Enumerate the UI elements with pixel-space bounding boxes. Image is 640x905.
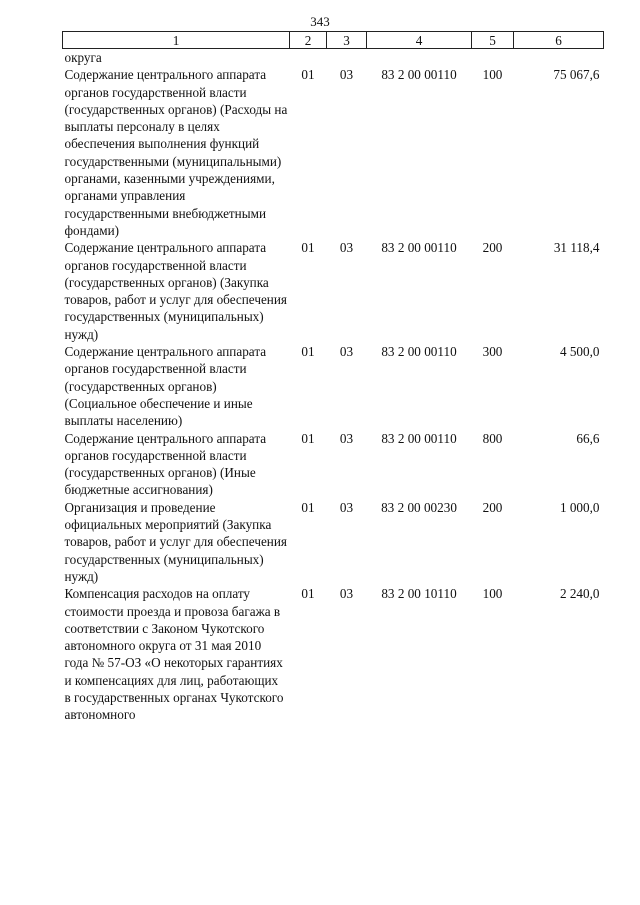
cell-section <box>290 49 327 67</box>
cell-expense-type <box>472 49 514 67</box>
table-row <box>63 343 604 429</box>
cell-amount: 2 240,0 <box>559 586 600 602</box>
cell-target: 83 2 00 00110 <box>381 344 457 360</box>
table-body <box>63 49 604 724</box>
budget-table <box>62 31 604 724</box>
cell-name: Содержание центрального аппарата органов государственной власти (государственных органов) (Закупка товаров, работ и услуг для обеспечения государственных (муниципальных) нужд) <box>64 240 287 342</box>
cell-name: Компенсация расходов на оплату стоимости проезда и провоза багажа в соответствии с Законом Чукотского автономного округа от 31 мая 2010 года № 57-ОЗ «О некоторых гарантиях и компенсациях для лиц, работающих в государственных органах Чукотского автономного <box>64 586 284 723</box>
cell-amount: 1 000,0 <box>559 499 600 515</box>
cell-target: 83 2 00 00110 <box>381 430 457 446</box>
cell-target: 83 2 00 00230 <box>381 499 457 515</box>
cell-expense-type: 800 <box>482 430 503 446</box>
cell-subsection: 03 <box>339 499 354 515</box>
column-header-expense-type: 5 <box>472 32 514 49</box>
cell-section: 01 <box>301 430 315 446</box>
cell-amount <box>514 49 604 67</box>
cell-section: 01 <box>301 240 315 256</box>
cell-subsection: 03 <box>339 430 354 446</box>
cell-expense-type: 200 <box>482 240 503 256</box>
cell-amount: 66,6 <box>576 430 600 446</box>
table-row <box>63 66 604 239</box>
cell-target: 83 2 00 10110 <box>381 586 457 602</box>
header-row <box>63 32 604 49</box>
column-header-name: 1 <box>63 32 290 49</box>
cell-subsection: 03 <box>339 240 354 256</box>
table-row <box>63 585 604 723</box>
cell-amount: 4 500,0 <box>559 344 600 360</box>
cell-subsection: 03 <box>339 67 354 83</box>
cell-target: 83 2 00 00110 <box>381 67 457 83</box>
cell-subsection: 03 <box>339 586 354 602</box>
cell-expense-type: 100 <box>482 67 503 83</box>
column-header-amount: 6 <box>514 32 604 49</box>
table-row <box>63 49 604 67</box>
cell-target: 83 2 00 00110 <box>381 240 457 256</box>
column-header-section: 2 <box>290 32 327 49</box>
cell-subsection <box>327 49 367 67</box>
cell-section: 01 <box>301 67 315 83</box>
cell-name: Содержание центрального аппарата органов государственной власти (государственных органов) (Иные бюджетные ассигнования) <box>64 430 267 498</box>
table-row <box>63 430 604 499</box>
page-number: 343 <box>310 14 330 29</box>
cell-section: 01 <box>301 586 315 602</box>
cell-expense-type: 100 <box>482 586 503 602</box>
table-row <box>63 239 604 343</box>
cell-subsection: 03 <box>339 344 354 360</box>
cell-target <box>367 49 472 67</box>
cell-name: Организация и проведение официальных мероприятий (Закупка товаров, работ и услуг для обеспечения государственных (муниципальных) нужд) <box>64 499 287 584</box>
cell-section: 01 <box>301 344 315 360</box>
cell-amount: 75 067,6 <box>553 67 600 83</box>
cell-name: Содержание центрального аппарата органов государственной власти (государственных органов) (Социальное обеспечение и иные выплаты населению) <box>64 344 267 429</box>
column-header-subsection: 3 <box>327 32 367 49</box>
table-header <box>63 32 604 49</box>
cell-section: 01 <box>301 499 315 515</box>
cell-name: округа <box>64 50 102 65</box>
column-header-target: 4 <box>367 32 472 49</box>
cell-name: Содержание центрального аппарата органов государственной власти (государственных органов) (Расходы на выплаты персоналу в целях обеспечения выполнения функций государственными (муниципальными) органами, казенными учреждениями, органами управления государственными внебюджетными фондами) <box>64 67 288 238</box>
cell-expense-type: 200 <box>482 499 503 515</box>
cell-expense-type: 300 <box>482 344 503 360</box>
table-row <box>63 499 604 585</box>
cell-amount: 31 118,4 <box>553 240 600 256</box>
